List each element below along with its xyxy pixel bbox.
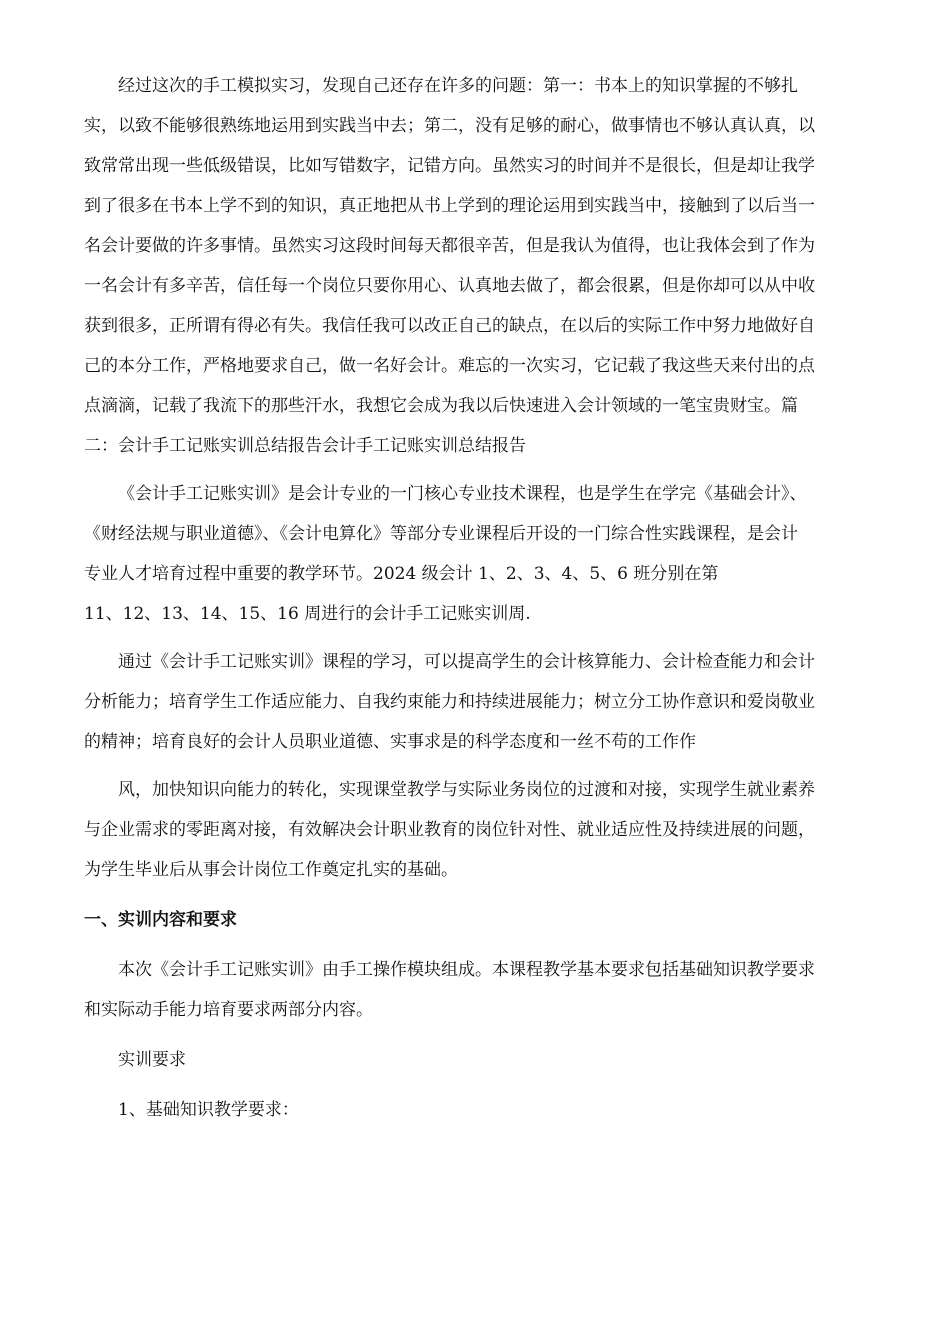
document-page <box>84 66 868 1130</box>
text-line: 《财经法规与职业道德》、《会计电算化》等部分专业课程后开设的一门综合性实践课程，是会计 <box>84 524 798 544</box>
text-line: 到了很多在书本上学不到的知识，真正地把从书上学到的理论运用到实践当中，接触到了以后当一 <box>84 196 815 216</box>
paragraph-training-content <box>84 950 868 1030</box>
text-line: 名会计要做的许多事情。虽然实习这段时间每天都很辛苦，但是我认为值得，也让我体会到了作为 <box>84 236 815 256</box>
text-line: 分析能力；培育学生工作适应能力、自我约束能力和持续进展能力；树立分工协作意识和爱岗敬业 <box>84 692 815 712</box>
text-line: 为学生毕业后从事会计岗位工作奠定扎实的基础。 <box>84 860 458 880</box>
text-line: 通过《会计手工记账实训》课程的学习，可以提高学生的会计核算能力、会计检查能力和会计 <box>118 652 815 672</box>
text-line: 的精神；培育良好的会计人员职业道德、实事求是的科学态度和一丝不苟的工作作 <box>84 732 696 752</box>
text-line: 本次《会计手工记账实训》由手工操作模块组成。本课程教学基本要求包括基础知识教学要求 <box>118 960 815 980</box>
text-line: 风，加快知识向能力的转化，实现课堂教学与实际业务岗位的过渡和对接，实现学生就业素养 <box>118 780 815 800</box>
section-heading: 一、实训内容和要求 <box>84 910 237 930</box>
text-line: 获到很多，正所谓有得必有失。我信任我可以改正自己的缺点，在以后的实际工作中努力地做好自 <box>84 316 815 336</box>
subheading-training-requirements: 实训要求 <box>118 1050 186 1070</box>
text-line: 经过这次的手工模拟实习，发现自己还存在许多的问题：第一：书本上的知识掌握的不够扎 <box>118 76 798 96</box>
text-line: 二：会计手工记账实训总结报告会计手工记账实训总结报告 <box>84 436 526 456</box>
paragraph-course-intro <box>84 474 868 634</box>
paragraph-course-goals <box>84 642 868 762</box>
text-line: 与企业需求的零距离对接，有效解决会计职业教育的岗位针对性、就业适应性及持续进展的问题， <box>84 820 815 840</box>
text-line: 实，以致不能够很熟练地运用到实践当中去；第二，没有足够的耐心，做事情也不够认真认真，以 <box>84 116 815 136</box>
text-line: 一名会计有多辛苦，信任每一个岗位只要你用心、认真地去做了，都会很累，但是你却可以从中收 <box>84 276 815 296</box>
text-line: 致常常出现一些低级错误，比如写错数字，记错方向。虽然实习的时间并不是很长，但是却让我学 <box>84 156 815 176</box>
text-line: 点滴滴，记载了我流下的那些汗水，我想它会成为我以后快速进入会计领域的一笔宝贵财宝。篇 <box>84 396 798 416</box>
text-line: 己的本分工作，严格地要求自己，做一名好会计。难忘的一次实习，它记载了我这些天来付出的点 <box>84 356 815 376</box>
text-line: 11、12、13、14、15、16 周进行的会计手工记账实训周. <box>84 604 531 624</box>
text-line: 《会计手工记账实训》是会计专业的一门核心专业技术课程，也是学生在学完《基础会计》、 <box>118 484 807 504</box>
list-item-basic-knowledge: 1、基础知识教学要求： <box>118 1100 299 1120</box>
text-line: 和实际动手能力培育要求两部分内容。 <box>84 1000 373 1020</box>
paragraph-course-outcomes <box>84 770 868 890</box>
paragraph-internship-reflection <box>84 66 868 466</box>
text-line: 专业人才培育过程中重要的教学环节。2024 级会计 1、2、3、4、5、6 班分别在第 <box>84 564 719 584</box>
